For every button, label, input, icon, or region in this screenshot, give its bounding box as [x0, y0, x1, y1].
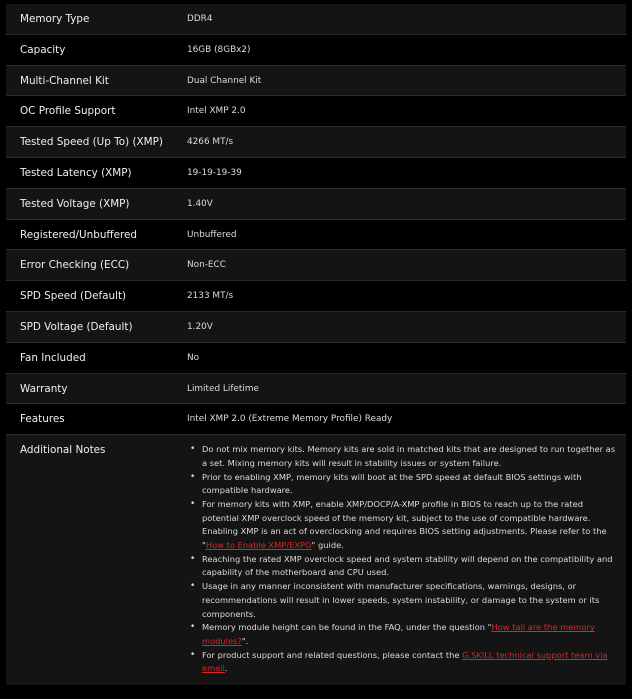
spec-row	[6, 250, 626, 281]
note-text-after: ".	[241, 636, 249, 646]
note-item	[187, 443, 620, 470]
spec-row	[6, 220, 626, 251]
spec-label: Capacity	[20, 43, 66, 56]
spec-value: No	[187, 352, 200, 363]
note-item	[187, 471, 620, 498]
spec-label: Fan Included	[20, 351, 86, 364]
note-link[interactable]: How tall are the memory modules?	[202, 622, 595, 646]
spec-label: SPD Speed (Default)	[20, 290, 127, 303]
spec-label: SPD Voltage (Default)	[20, 320, 133, 333]
note-text: For memory kits with XMP, enable XMP/DOCP/A-XMP profile in BIOS to reach up to the rated potential XMP overclock speed of the memory kit, subject to the use of compatible hardware. Enabling XMP is an act of overclocking and requires BIOS setting adjustments. Please refer to the "	[202, 498, 607, 551]
spec-row	[6, 404, 626, 435]
spec-row	[6, 66, 626, 97]
note-text-after: .	[224, 663, 228, 674]
spec-row	[6, 189, 626, 220]
note-item	[187, 580, 620, 621]
spec-row	[6, 158, 626, 189]
spec-row	[6, 127, 626, 158]
spec-label: Tested Voltage (XMP)	[20, 197, 130, 210]
note-text: Memory module height can be found in the FAQ, under the question "	[202, 622, 492, 633]
spec-value: Non-ECC	[187, 260, 226, 271]
note-link[interactable]: G.SKILL technical support team via email	[202, 649, 608, 674]
spec-value: 19-19-19-39	[187, 167, 242, 178]
spec-label: Multi-Channel Kit	[20, 74, 109, 87]
note-text: For product support and related questions, please contact the	[202, 649, 463, 660]
spec-row	[6, 4, 626, 35]
note-link[interactable]: How to Enable XMP/EXPO	[205, 540, 312, 551]
note-item	[187, 498, 620, 553]
note-text: Usage in any manner inconsistent with manufacturer specifications, warnings, designs, or recommendations will result in lower speeds, system instability, or damage to the system or its components.	[202, 581, 600, 619]
spec-label: Tested Speed (Up To) (XMP)	[20, 136, 163, 149]
specifications-table	[6, 4, 626, 685]
spec-row	[6, 343, 626, 374]
spec-value: Dual Channel Kit	[187, 75, 262, 86]
spec-value: 1.40V	[187, 198, 213, 209]
spec-row	[6, 96, 626, 127]
spec-value: 16GB (8GBx2)	[187, 44, 251, 55]
note-item	[187, 621, 620, 648]
spec-value: Limited Lifetime	[187, 383, 259, 394]
spec-label: OC Profile Support	[20, 105, 116, 118]
spec-value: 1.20V	[187, 321, 213, 332]
additional-notes-label: Additional Notes	[20, 444, 106, 457]
spec-value: DDR4	[187, 14, 213, 24]
note-item	[187, 553, 620, 580]
spec-label: Memory Type	[20, 13, 90, 25]
note-text: Prior to enabling XMP, memory kits will boot at the SPD speed at default BIOS settings with compatible hardware.	[202, 471, 582, 496]
spec-label: Features	[20, 413, 65, 426]
spec-rows	[6, 4, 626, 435]
note-text: Do not mix memory kits. Memory kits are sold in matched kits that are designed to run together as a set. Mixing memory kits will result in stability issues or system failure.	[202, 444, 616, 468]
spec-row	[6, 312, 626, 343]
spec-row	[6, 35, 626, 66]
note-text: Reaching the rated XMP overclock speed and system stability will depend on the compatibility and capability of the motherboard and CPU used.	[202, 553, 613, 578]
spec-value: Intel XMP 2.0	[187, 106, 246, 117]
spec-label: Error Checking (ECC)	[20, 259, 130, 272]
additional-notes-list	[187, 443, 626, 685]
additional-notes-row	[6, 435, 626, 685]
spec-value: Unbuffered	[187, 229, 237, 240]
spec-value: 2133 MT/s	[187, 291, 234, 302]
note-text-after: " guide.	[311, 540, 344, 551]
spec-label: Warranty	[20, 382, 68, 395]
spec-label: Tested Latency (XMP)	[20, 166, 132, 179]
note-item	[187, 649, 620, 676]
spec-value: Intel XMP 2.0 (Extreme Memory Profile) Ready	[187, 414, 393, 425]
spec-row	[6, 374, 626, 405]
spec-value: 4266 MT/s	[187, 137, 234, 148]
spec-row	[6, 281, 626, 312]
spec-label: Registered/Unbuffered	[20, 228, 137, 241]
